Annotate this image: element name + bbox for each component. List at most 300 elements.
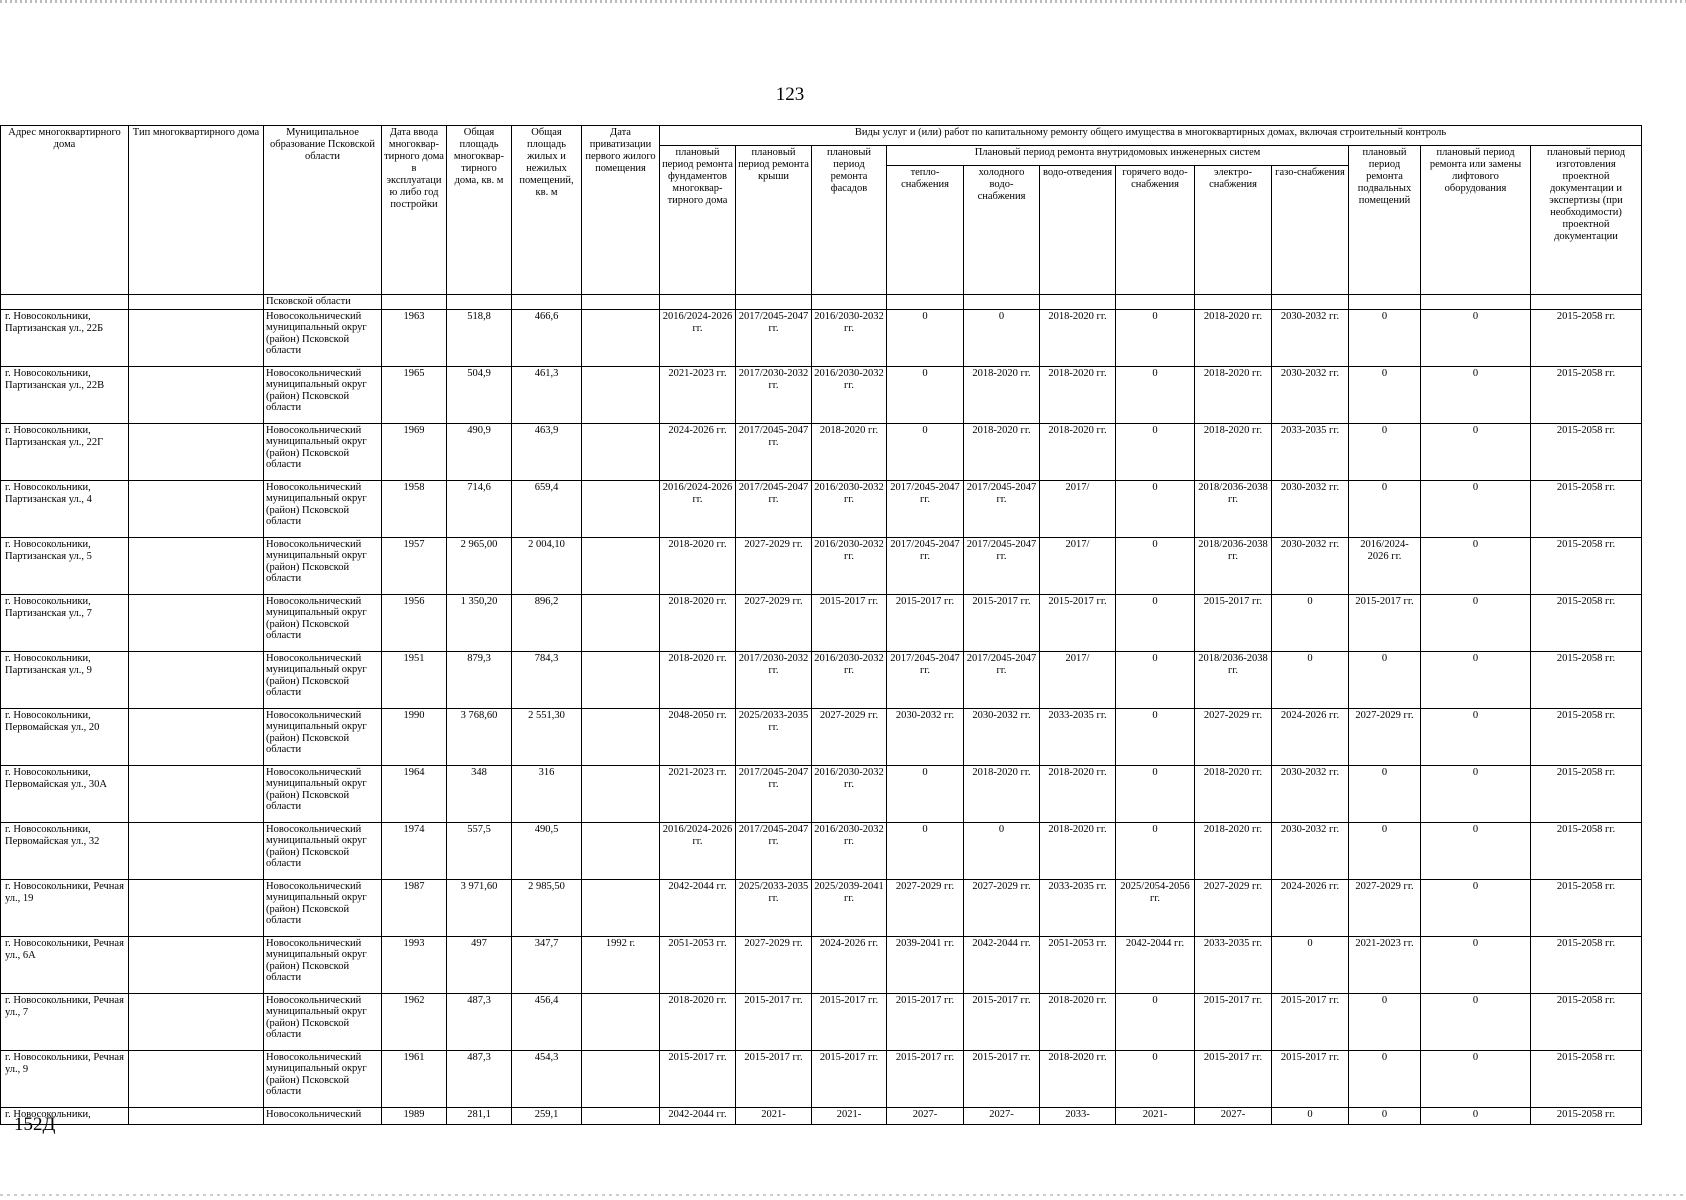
cell-heat: 2017/2045-2047 гг. bbox=[887, 537, 964, 594]
cell-design-docs: 2015-2058 гг. bbox=[1531, 879, 1642, 936]
header-facade: плановый период ремонта фасадов bbox=[812, 146, 887, 295]
table-row bbox=[1, 423, 1642, 480]
cell-cold-water: 2027- bbox=[964, 1107, 1040, 1124]
cell-heat: 0 bbox=[887, 423, 964, 480]
cell-electric: 2027- bbox=[1195, 1107, 1272, 1124]
header-gas: газо-снабжения bbox=[1272, 166, 1349, 295]
header-cold-water: холодного водо-снабжения bbox=[964, 166, 1040, 295]
cell-type bbox=[129, 480, 264, 537]
table-row bbox=[1, 993, 1642, 1050]
cell-year: 1993 bbox=[382, 936, 447, 993]
cell-type bbox=[129, 1050, 264, 1107]
cell-facade: 2016/2030-2032 гг. bbox=[812, 765, 887, 822]
cell-foundation: 2016/2024-2026 гг. bbox=[660, 309, 736, 366]
cell-facade: 2024-2026 гг. bbox=[812, 936, 887, 993]
cell-roof: 2017/2045-2047 гг. bbox=[736, 309, 812, 366]
cell-heat: 2039-2041 гг. bbox=[887, 936, 964, 993]
cell-basement: 0 bbox=[1349, 423, 1421, 480]
cell-privatization bbox=[582, 651, 660, 708]
cell-roof: 2017/2030-2032 гг. bbox=[736, 366, 812, 423]
cell-type bbox=[129, 936, 264, 993]
cell-electric: 2018-2020 гг. bbox=[1195, 822, 1272, 879]
cell-living-area: 316 bbox=[512, 765, 582, 822]
cell-address: г. Новосокольники, Первомайская ул., 32 bbox=[1, 822, 129, 879]
cell-electric: 2015-2017 гг. bbox=[1195, 594, 1272, 651]
header-living-area: Общая площадь жилых и нежилых помещений, кв. м bbox=[512, 126, 582, 295]
cell-electric: 2018/2036-2038 гг. bbox=[1195, 480, 1272, 537]
cell-basement: 0 bbox=[1349, 765, 1421, 822]
cell-design-docs: 2015-2058 гг. bbox=[1531, 366, 1642, 423]
cell-electric: 2015-2017 гг. bbox=[1195, 993, 1272, 1050]
cell-facade: 2016/2030-2032 гг. bbox=[812, 480, 887, 537]
cell-drainage: 2018-2020 гг. bbox=[1040, 993, 1116, 1050]
cell-living-area: 2 985,50 bbox=[512, 879, 582, 936]
cell-living-area: 490,5 bbox=[512, 822, 582, 879]
cell-drainage: 2018-2020 гг. bbox=[1040, 1050, 1116, 1107]
cell-type bbox=[129, 879, 264, 936]
cell-type bbox=[129, 309, 264, 366]
header-total-area: Общая площадь многоквар-тирного дома, кв. м bbox=[447, 126, 512, 295]
cell-total-area: 3 768,60 bbox=[447, 708, 512, 765]
cell-hot-water: 0 bbox=[1116, 765, 1195, 822]
footer-code: 152Д bbox=[14, 1114, 56, 1135]
cell-type bbox=[129, 765, 264, 822]
cell-foundation: 2016/2024-2026 гг. bbox=[660, 480, 736, 537]
cell-address: г. Новосокольники, Партизанская ул., 22Б bbox=[1, 309, 129, 366]
cell-electric: 2018-2020 гг. bbox=[1195, 423, 1272, 480]
cell-gas: 2033-2035 гг. bbox=[1272, 423, 1349, 480]
cell-year: 1969 bbox=[382, 423, 447, 480]
cell-cold-water: 2015-2017 гг. bbox=[964, 1050, 1040, 1107]
cell-total-area: 879,3 bbox=[447, 651, 512, 708]
cell-heat: 2027-2029 гг. bbox=[887, 879, 964, 936]
cell-electric: 2033-2035 гг. bbox=[1195, 936, 1272, 993]
cell-total-area: 281,1 bbox=[447, 1107, 512, 1124]
cell-type bbox=[129, 822, 264, 879]
cell-foundation: 2018-2020 гг. bbox=[660, 651, 736, 708]
cell-facade: 2018-2020 гг. bbox=[812, 423, 887, 480]
cell-drainage: 2051-2053 гг. bbox=[1040, 936, 1116, 993]
cell-privatization bbox=[582, 1107, 660, 1124]
cell-electric: 2015-2017 гг. bbox=[1195, 1050, 1272, 1107]
header-privatization-date: Дата приватизации первого жилого помещения bbox=[582, 126, 660, 295]
cell-type bbox=[129, 594, 264, 651]
cell-type bbox=[129, 651, 264, 708]
cell-gas: 2030-2032 гг. bbox=[1272, 480, 1349, 537]
cell-heat: 0 bbox=[887, 822, 964, 879]
cell-municipality: Новосокольнический муниципальный округ (район) Псковской области bbox=[264, 879, 382, 936]
capital-repair-table-wrap bbox=[0, 125, 1641, 1125]
cell-roof: 2027-2029 гг. bbox=[736, 936, 812, 993]
cell-privatization bbox=[582, 879, 660, 936]
cell-design-docs: 2015-2058 гг. bbox=[1531, 480, 1642, 537]
cell-drainage: 2017/ bbox=[1040, 651, 1116, 708]
cell-privatization bbox=[582, 1050, 660, 1107]
cell-foundation: 2042-2044 гг. bbox=[660, 1107, 736, 1124]
cell-hot-water: 0 bbox=[1116, 708, 1195, 765]
cell-design-docs: 2015-2058 гг. bbox=[1531, 594, 1642, 651]
cell-gas: 2015-2017 гг. bbox=[1272, 1050, 1349, 1107]
cell-year: 1962 bbox=[382, 993, 447, 1050]
header-foundation: плановый период ремонта фундаментов многоквар-тирного дома bbox=[660, 146, 736, 295]
cell-privatization bbox=[582, 309, 660, 366]
cell-year: 1989 bbox=[382, 1107, 447, 1124]
table-row bbox=[1, 936, 1642, 993]
table-row bbox=[1, 651, 1642, 708]
cell-hot-water: 0 bbox=[1116, 423, 1195, 480]
cell-design-docs: 2015-2058 гг. bbox=[1531, 1107, 1642, 1124]
cell-address: г. Новосокольники, Партизанская ул., 22Г bbox=[1, 423, 129, 480]
cell-cold-water: 2017/2045-2047 гг. bbox=[964, 537, 1040, 594]
cell-hot-water: 0 bbox=[1116, 822, 1195, 879]
cell-drainage: 2018-2020 гг. bbox=[1040, 423, 1116, 480]
cell-heat: 2030-2032 гг. bbox=[887, 708, 964, 765]
cell-foundation: 2018-2020 гг. bbox=[660, 594, 736, 651]
cell-hot-water: 0 bbox=[1116, 366, 1195, 423]
cell-year: 1951 bbox=[382, 651, 447, 708]
cell-elevator: 0 bbox=[1421, 879, 1531, 936]
cell-address: г. Новосокольники, Партизанская ул., 22В bbox=[1, 366, 129, 423]
header-elevator: плановый период ремонта или замены лифтового оборудования bbox=[1421, 146, 1531, 295]
cell-year: 1963 bbox=[382, 309, 447, 366]
cell-type bbox=[129, 537, 264, 594]
cell-hot-water: 0 bbox=[1116, 1050, 1195, 1107]
cell-total-area: 3 971,60 bbox=[447, 879, 512, 936]
cell-privatization: 1992 г. bbox=[582, 936, 660, 993]
cell-living-area: 896,2 bbox=[512, 594, 582, 651]
cell-year: 1964 bbox=[382, 765, 447, 822]
cell-foundation: 2021-2023 гг. bbox=[660, 765, 736, 822]
cell-elevator: 0 bbox=[1421, 651, 1531, 708]
cell-total-area: 497 bbox=[447, 936, 512, 993]
cell-privatization bbox=[582, 765, 660, 822]
cell-living-area: 456,4 bbox=[512, 993, 582, 1050]
cell-roof: 2017/2045-2047 гг. bbox=[736, 423, 812, 480]
cell-hot-water: 0 bbox=[1116, 993, 1195, 1050]
cell-municipality: Новосокольнический муниципальный округ (район) Псковской области bbox=[264, 480, 382, 537]
cell-facade: 2015-2017 гг. bbox=[812, 594, 887, 651]
cell-privatization bbox=[582, 993, 660, 1050]
cell-total-area: 504,9 bbox=[447, 366, 512, 423]
cell-roof: 2017/2030-2032 гг. bbox=[736, 651, 812, 708]
cell-municipality: Новосокольнический bbox=[264, 1107, 382, 1124]
cell-facade: 2016/2030-2032 гг. bbox=[812, 537, 887, 594]
cell-basement: 0 bbox=[1349, 480, 1421, 537]
cell-cold-water: 2017/2045-2047 гг. bbox=[964, 651, 1040, 708]
cell-gas: 2030-2032 гг. bbox=[1272, 309, 1349, 366]
cell-privatization bbox=[582, 537, 660, 594]
cell-cold-water: 0 bbox=[964, 309, 1040, 366]
cell-hot-water: 2025/2054-2056 гг. bbox=[1116, 879, 1195, 936]
cell-gas: 0 bbox=[1272, 594, 1349, 651]
cell-design-docs: 2015-2058 гг. bbox=[1531, 765, 1642, 822]
header-works-group: Виды услуг и (или) работ по капитальному ремонту общего имущества в многоквартирных домах, включая строительный контроль bbox=[660, 126, 1642, 146]
cell-privatization bbox=[582, 594, 660, 651]
cell-address: г. Новосокольники, Речная ул., 19 bbox=[1, 879, 129, 936]
page-number: 123 bbox=[775, 84, 805, 105]
cell-heat: 2027- bbox=[887, 1107, 964, 1124]
cell-address: г. Новосокольники, Речная ул., 7 bbox=[1, 993, 129, 1050]
cell-type bbox=[129, 423, 264, 480]
cell-living-area: 659,4 bbox=[512, 480, 582, 537]
cell-drainage: 2018-2020 гг. bbox=[1040, 822, 1116, 879]
cell-year: 1956 bbox=[382, 594, 447, 651]
cell-municipality: Новосокольнический муниципальный округ (район) Псковской области bbox=[264, 1050, 382, 1107]
cell-living-area: 347,7 bbox=[512, 936, 582, 993]
table-row bbox=[1, 879, 1642, 936]
cell-drainage: 2033-2035 гг. bbox=[1040, 879, 1116, 936]
cell-drainage: 2018-2020 гг. bbox=[1040, 366, 1116, 423]
cell-electric: 2018-2020 гг. bbox=[1195, 309, 1272, 366]
capital-repair-table bbox=[0, 125, 1642, 1125]
cell-heat: 0 bbox=[887, 765, 964, 822]
cell-roof: 2021- bbox=[736, 1107, 812, 1124]
cell-municipality: Новосокольнический муниципальный округ (район) Псковской области bbox=[264, 651, 382, 708]
cell-elevator: 0 bbox=[1421, 423, 1531, 480]
table-header bbox=[1, 126, 1642, 295]
cell-electric: 2027-2029 гг. bbox=[1195, 879, 1272, 936]
cell-foundation: 2018-2020 гг. bbox=[660, 993, 736, 1050]
cell-roof: 2017/2045-2047 гг. bbox=[736, 822, 812, 879]
cell-address: г. Новосокольники, Партизанская ул., 5 bbox=[1, 537, 129, 594]
cell-design-docs: 2015-2058 гг. bbox=[1531, 993, 1642, 1050]
cell-municipality: Псковской области bbox=[264, 295, 382, 310]
cell-total-area: 487,3 bbox=[447, 993, 512, 1050]
cell-total-area: 1 350,20 bbox=[447, 594, 512, 651]
cell-elevator: 0 bbox=[1421, 1050, 1531, 1107]
cell-year: 1987 bbox=[382, 879, 447, 936]
cell-municipality: Новосокольнический муниципальный округ (район) Псковской области bbox=[264, 765, 382, 822]
header-commission-date: Дата ввода многоквар-тирного дома в эксплуатацию либо год постройки bbox=[382, 126, 447, 295]
cell-facade: 2016/2030-2032 гг. bbox=[812, 651, 887, 708]
scan-edge-top bbox=[0, 0, 1686, 3]
cell-hot-water: 2042-2044 гг. bbox=[1116, 936, 1195, 993]
cell-elevator: 0 bbox=[1421, 537, 1531, 594]
cell-roof: 2025/2033-2035 гг. bbox=[736, 708, 812, 765]
cell-heat: 2017/2045-2047 гг. bbox=[887, 651, 964, 708]
cell-elevator: 0 bbox=[1421, 708, 1531, 765]
cell-address: г. Новосокольники, Партизанская ул., 4 bbox=[1, 480, 129, 537]
cell-cold-water: 2027-2029 гг. bbox=[964, 879, 1040, 936]
cell-electric: 2018/2036-2038 гг. bbox=[1195, 651, 1272, 708]
cell-cold-water: 2015-2017 гг. bbox=[964, 993, 1040, 1050]
cell-total-area: 490,9 bbox=[447, 423, 512, 480]
cell-living-area: 463,9 bbox=[512, 423, 582, 480]
cell-elevator: 0 bbox=[1421, 594, 1531, 651]
cell-year: 1958 bbox=[382, 480, 447, 537]
cell-address: г. Новосокольники, Речная ул., 6А bbox=[1, 936, 129, 993]
cell-gas: 0 bbox=[1272, 936, 1349, 993]
cell-facade: 2021- bbox=[812, 1107, 887, 1124]
cell-living-area: 259,1 bbox=[512, 1107, 582, 1124]
cell-design-docs: 2015-2058 гг. bbox=[1531, 1050, 1642, 1107]
cell-electric: 2018-2020 гг. bbox=[1195, 366, 1272, 423]
cell-living-area: 2 004,10 bbox=[512, 537, 582, 594]
cell-roof: 2015-2017 гг. bbox=[736, 1050, 812, 1107]
cell-address: г. Новосокольники, Первомайская ул., 20 bbox=[1, 708, 129, 765]
cell-year: 1961 bbox=[382, 1050, 447, 1107]
cell-type bbox=[129, 366, 264, 423]
header-municipality: Муниципальное образование Псковской области bbox=[264, 126, 382, 295]
cell-municipality: Новосокольнический муниципальный округ (район) Псковской области bbox=[264, 423, 382, 480]
cell-municipality: Новосокольнический муниципальный округ (район) Псковской области bbox=[264, 366, 382, 423]
cell-cold-water: 2018-2020 гг. bbox=[964, 366, 1040, 423]
cell-gas: 2015-2017 гг. bbox=[1272, 993, 1349, 1050]
cell-design-docs: 2015-2058 гг. bbox=[1531, 537, 1642, 594]
table-row bbox=[1, 480, 1642, 537]
cell-basement: 0 bbox=[1349, 993, 1421, 1050]
cell-year: 1974 bbox=[382, 822, 447, 879]
cell-foundation: 2048-2050 гг. bbox=[660, 708, 736, 765]
cell-cold-water: 2017/2045-2047 гг. bbox=[964, 480, 1040, 537]
cell-hot-water: 0 bbox=[1116, 480, 1195, 537]
cell-gas: 0 bbox=[1272, 651, 1349, 708]
cell-municipality: Новосокольнический муниципальный округ (район) Псковской области bbox=[264, 822, 382, 879]
cell-basement: 2016/2024-2026 гг. bbox=[1349, 537, 1421, 594]
cell-design-docs: 2015-2058 гг. bbox=[1531, 936, 1642, 993]
cell-roof: 2027-2029 гг. bbox=[736, 537, 812, 594]
cell-address: г. Новосокольники, bbox=[1, 1107, 129, 1124]
cell-roof: 2027-2029 гг. bbox=[736, 594, 812, 651]
cell-elevator: 0 bbox=[1421, 480, 1531, 537]
cell-elevator: 0 bbox=[1421, 993, 1531, 1050]
header-type: Тип многоквартирного дома bbox=[129, 126, 264, 295]
cell-elevator: 0 bbox=[1421, 822, 1531, 879]
cell-hot-water: 0 bbox=[1116, 594, 1195, 651]
cell-facade: 2025/2039-2041 гг. bbox=[812, 879, 887, 936]
cell-cold-water: 2015-2017 гг. bbox=[964, 594, 1040, 651]
cell-gas: 2030-2032 гг. bbox=[1272, 765, 1349, 822]
cell-design-docs: 2015-2058 гг. bbox=[1531, 822, 1642, 879]
cell-cold-water: 2042-2044 гг. bbox=[964, 936, 1040, 993]
cell-foundation: 2051-2053 гг. bbox=[660, 936, 736, 993]
cell-living-area: 461,3 bbox=[512, 366, 582, 423]
cell-gas: 2024-2026 гг. bbox=[1272, 708, 1349, 765]
table-row bbox=[1, 765, 1642, 822]
cell-year: 1965 bbox=[382, 366, 447, 423]
cell-design-docs: 2015-2058 гг. bbox=[1531, 423, 1642, 480]
cell-facade: 2016/2030-2032 гг. bbox=[812, 366, 887, 423]
cell-facade: 2015-2017 гг. bbox=[812, 993, 887, 1050]
cell-cold-water: 2030-2032 гг. bbox=[964, 708, 1040, 765]
cell-type bbox=[129, 708, 264, 765]
cell-municipality: Новосокольнический муниципальный округ (район) Псковской области bbox=[264, 537, 382, 594]
cell-type bbox=[129, 993, 264, 1050]
header-basement: плановый период ремонта подвальных помещений bbox=[1349, 146, 1421, 295]
cell-total-area: 348 bbox=[447, 765, 512, 822]
header-design-docs: плановый период изготовления проектной документации и экспертизы (при необходимости) проектной документации bbox=[1531, 146, 1642, 295]
cell-drainage: 2018-2020 гг. bbox=[1040, 765, 1116, 822]
header-heat: тепло-снабжения bbox=[887, 166, 964, 295]
cell-municipality: Новосокольнический муниципальный округ (район) Псковской области bbox=[264, 594, 382, 651]
scan-edge-bottom bbox=[0, 1194, 1686, 1196]
header-roof: плановый период ремонта крыши bbox=[736, 146, 812, 295]
table-row bbox=[1, 1050, 1642, 1107]
cell-address: г. Новосокольники, Речная ул., 9 bbox=[1, 1050, 129, 1107]
cell-cold-water: 0 bbox=[964, 822, 1040, 879]
cell-foundation: 2018-2020 гг. bbox=[660, 537, 736, 594]
cell-basement: 0 bbox=[1349, 1050, 1421, 1107]
cell-total-area: 518,8 bbox=[447, 309, 512, 366]
cell-total-area: 487,3 bbox=[447, 1050, 512, 1107]
table-row bbox=[1, 1107, 1642, 1124]
cell-elevator: 0 bbox=[1421, 936, 1531, 993]
cell-gas: 2030-2032 гг. bbox=[1272, 537, 1349, 594]
cell-address: г. Новосокольники, Партизанская ул., 9 bbox=[1, 651, 129, 708]
cell-year: 1957 bbox=[382, 537, 447, 594]
cell-privatization bbox=[582, 708, 660, 765]
cell-drainage: 2017/ bbox=[1040, 480, 1116, 537]
cell-design-docs: 2015-2058 гг. bbox=[1531, 309, 1642, 366]
cell-roof: 2015-2017 гг. bbox=[736, 993, 812, 1050]
cell-year: 1990 bbox=[382, 708, 447, 765]
cell-heat: 0 bbox=[887, 366, 964, 423]
cell-heat: 2015-2017 гг. bbox=[887, 594, 964, 651]
cell-electric: 2018/2036-2038 гг. bbox=[1195, 537, 1272, 594]
table-row-partial bbox=[1, 295, 1642, 310]
cell-drainage: 2015-2017 гг. bbox=[1040, 594, 1116, 651]
cell-design-docs: 2015-2058 гг. bbox=[1531, 651, 1642, 708]
cell-gas: 2030-2032 гг. bbox=[1272, 822, 1349, 879]
cell-basement: 0 bbox=[1349, 651, 1421, 708]
cell-hot-water: 2021- bbox=[1116, 1107, 1195, 1124]
cell-drainage: 2018-2020 гг. bbox=[1040, 309, 1116, 366]
cell-roof: 2017/2045-2047 гг. bbox=[736, 765, 812, 822]
cell-municipality: Новосокольнический муниципальный округ (район) Псковской области bbox=[264, 936, 382, 993]
cell-privatization bbox=[582, 480, 660, 537]
table-row bbox=[1, 309, 1642, 366]
table-row bbox=[1, 822, 1642, 879]
cell-facade: 2016/2030-2032 гг. bbox=[812, 309, 887, 366]
cell-address: г. Новосокольники, Первомайская ул., 30А bbox=[1, 765, 129, 822]
cell-elevator: 0 bbox=[1421, 309, 1531, 366]
header-engineering-group: Плановый период ремонта внутридомовых инженерных систем bbox=[887, 146, 1349, 166]
header-address: Адрес многоквартирного дома bbox=[1, 126, 129, 295]
cell-facade: 2027-2029 гг. bbox=[812, 708, 887, 765]
cell-heat: 2015-2017 гг. bbox=[887, 1050, 964, 1107]
cell-privatization bbox=[582, 366, 660, 423]
cell-foundation: 2024-2026 гг. bbox=[660, 423, 736, 480]
cell-gas: 0 bbox=[1272, 1107, 1349, 1124]
cell-basement: 2015-2017 гг. bbox=[1349, 594, 1421, 651]
cell-cold-water: 2018-2020 гг. bbox=[964, 423, 1040, 480]
cell-drainage: 2017/ bbox=[1040, 537, 1116, 594]
cell-basement: 2027-2029 гг. bbox=[1349, 708, 1421, 765]
cell-foundation: 2015-2017 гг. bbox=[660, 1050, 736, 1107]
table-row bbox=[1, 594, 1642, 651]
cell-drainage: 2033-2035 гг. bbox=[1040, 708, 1116, 765]
cell-total-area: 714,6 bbox=[447, 480, 512, 537]
cell-hot-water: 0 bbox=[1116, 309, 1195, 366]
cell-heat: 2015-2017 гг. bbox=[887, 993, 964, 1050]
table-row bbox=[1, 537, 1642, 594]
cell-elevator: 0 bbox=[1421, 765, 1531, 822]
cell-heat: 0 bbox=[887, 309, 964, 366]
cell-total-area: 2 965,00 bbox=[447, 537, 512, 594]
cell-facade: 2015-2017 гг. bbox=[812, 1050, 887, 1107]
cell-hot-water: 0 bbox=[1116, 537, 1195, 594]
cell-basement: 0 bbox=[1349, 366, 1421, 423]
cell-living-area: 466,6 bbox=[512, 309, 582, 366]
cell-basement: 0 bbox=[1349, 1107, 1421, 1124]
cell-municipality: Новосокольнический муниципальный округ (район) Псковской области bbox=[264, 708, 382, 765]
cell-cold-water: 2018-2020 гг. bbox=[964, 765, 1040, 822]
cell-privatization bbox=[582, 423, 660, 480]
header-hot-water: горячего водо-снабжения bbox=[1116, 166, 1195, 295]
cell-type bbox=[129, 1107, 264, 1124]
cell-living-area: 784,3 bbox=[512, 651, 582, 708]
cell-foundation: 2016/2024-2026 гг. bbox=[660, 822, 736, 879]
